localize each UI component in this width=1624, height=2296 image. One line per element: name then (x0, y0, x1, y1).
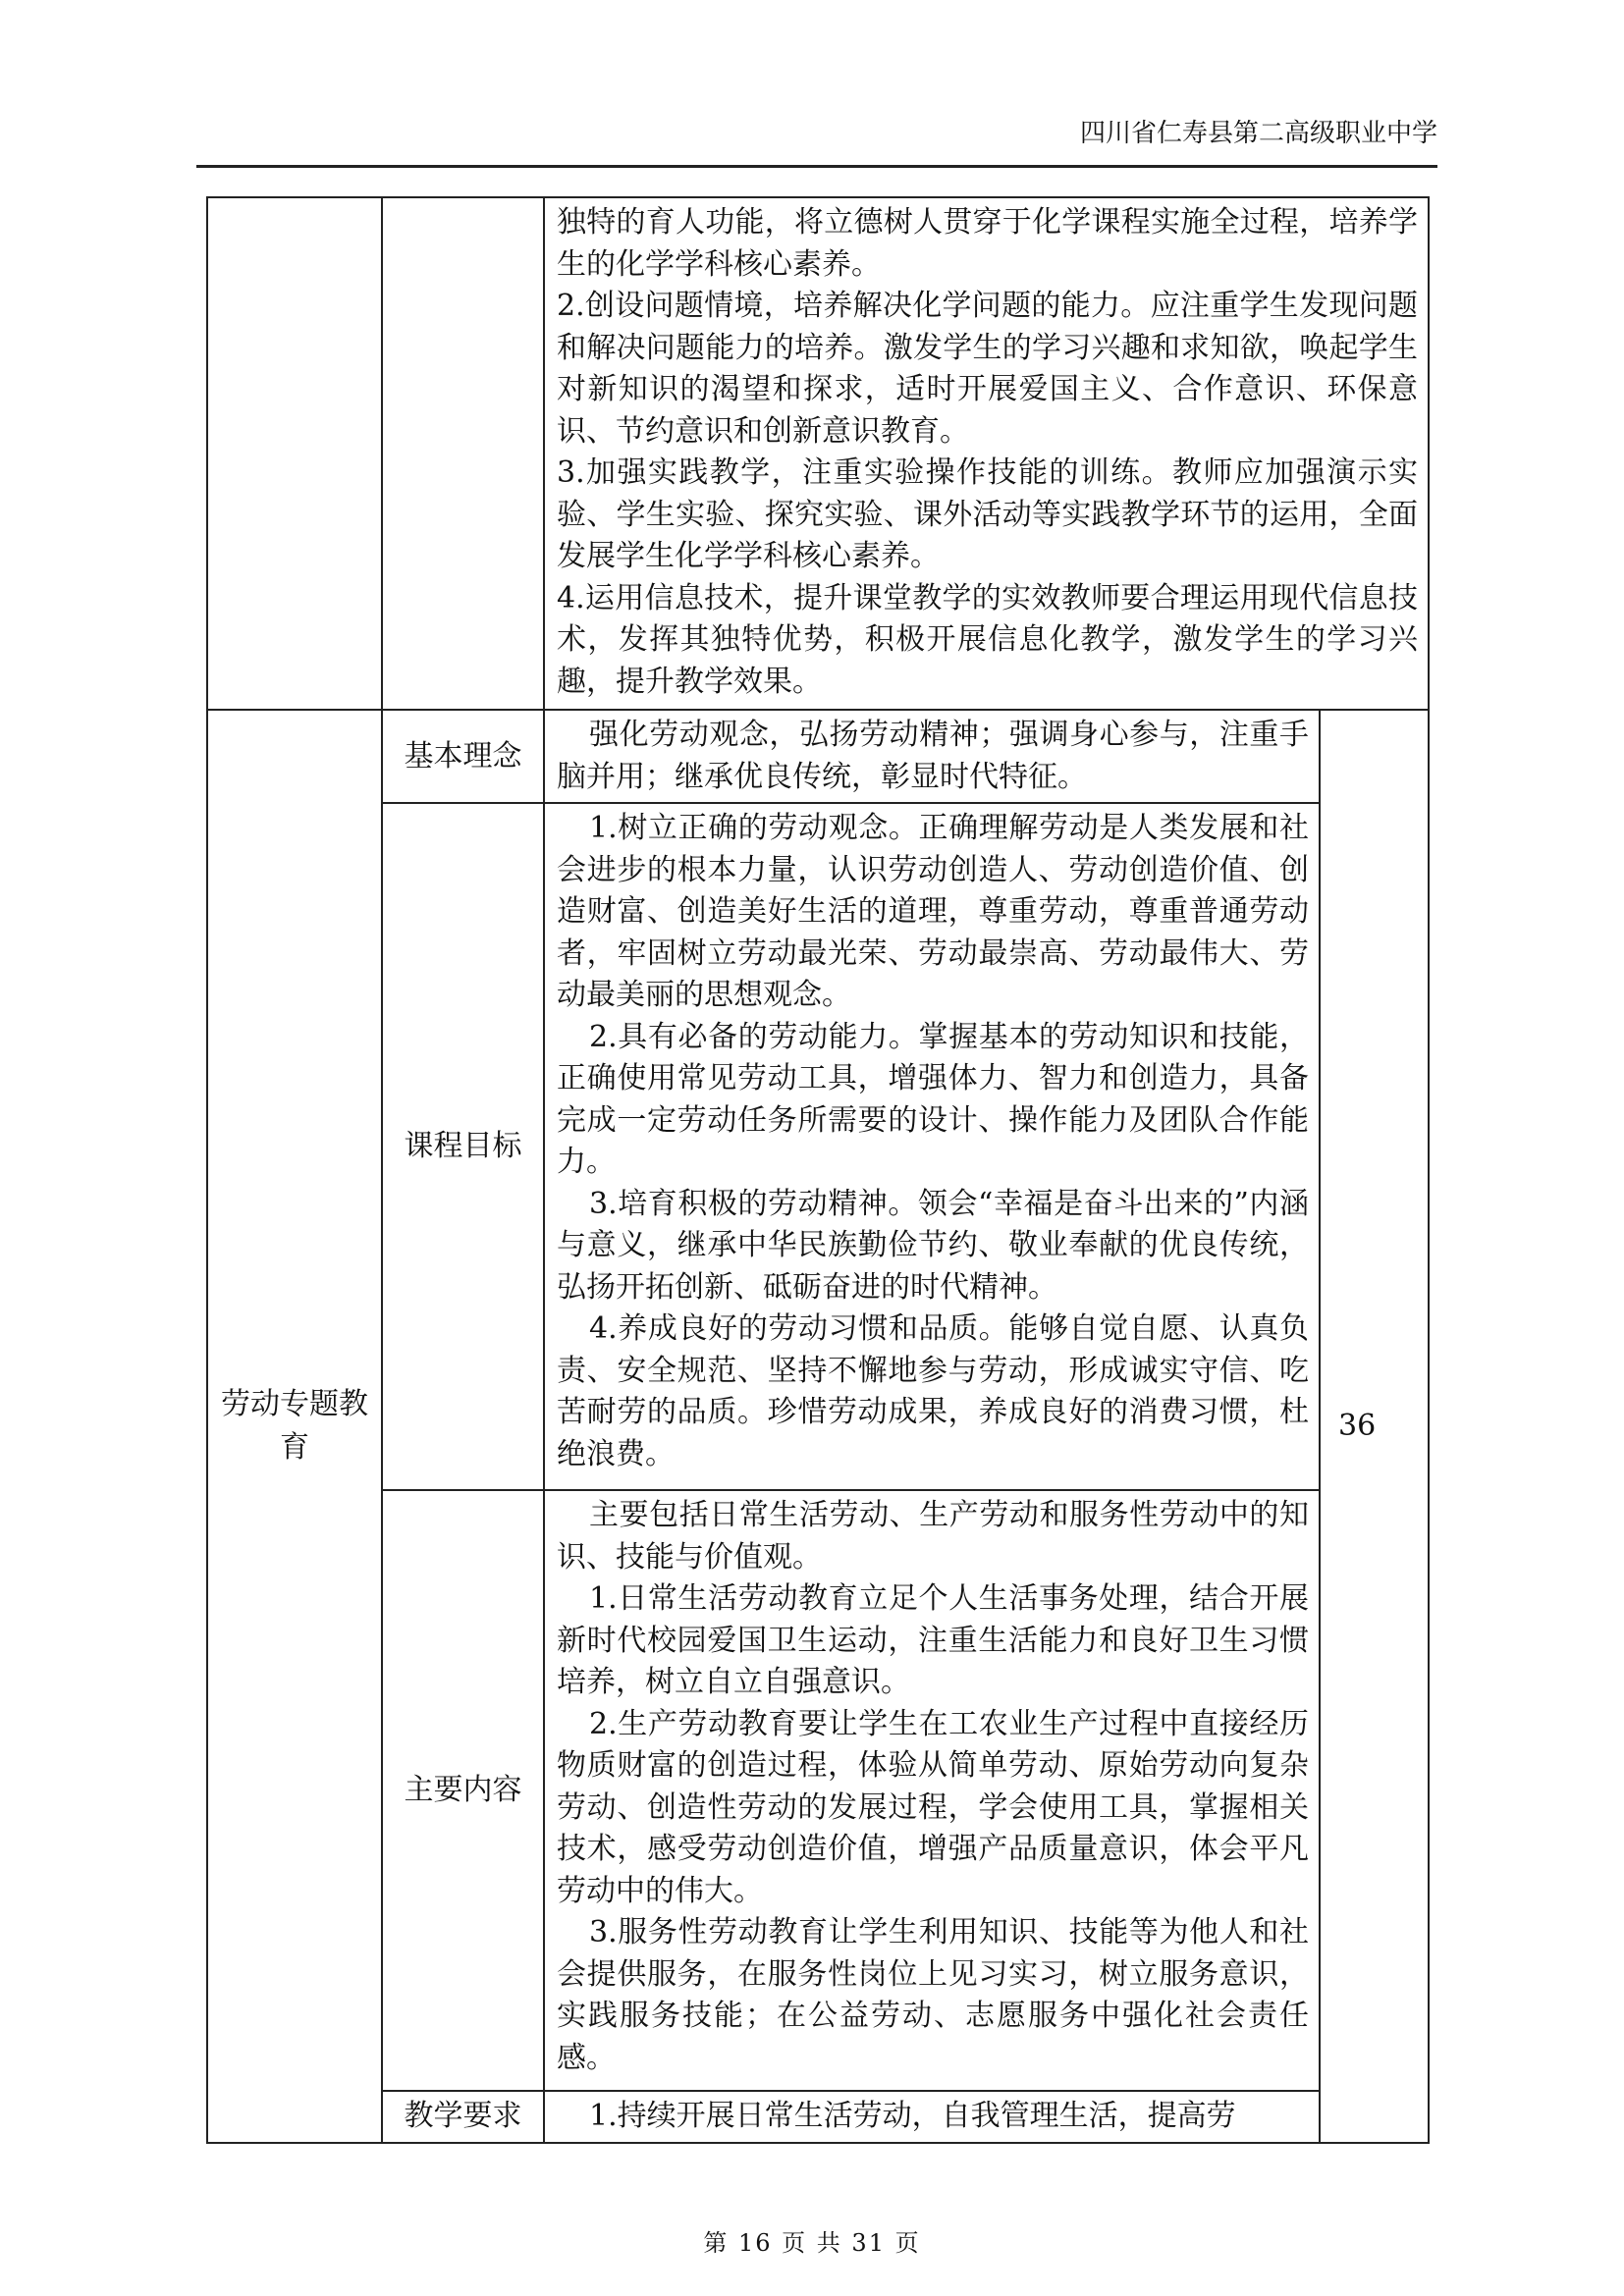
course-goals-paragraph: 2.具有必备的劳动能力。掌握基本的劳动知识和技能，正确使用常见劳动工具，增强体力、智力和创造力，具备完成一定劳动任务所需要的设计、操作能力及团队合作能力。 (557, 1019, 1309, 1179)
course-goals-paragraph: 4.养成良好的劳动习惯和品质。能够自觉自愿、认真负责、安全规范、坚持不懈地参与劳动，形成诚实守信、吃苦耐劳的品质。珍惜劳动成果，养成良好的消费习惯，杜绝浪费。 (557, 1311, 1309, 1471)
continuation-paragraph: 2.创设问题情境，培养解决化学问题的能力。应注重学生发现问题和解决问题能力的培养。激发学生的学习兴趣和求知欲，唤起学生对新知识的渴望和探求，适时开展爱国主义、合作意识、环保意识、节约意识和创新意识教育。 (557, 289, 1418, 449)
main-content-text-cell (544, 1490, 1320, 2091)
header-divider (196, 165, 1437, 168)
main-content-paragraph: 主要包括日常生活劳动、生产劳动和服务性劳动中的知识、技能与价值观。 (557, 1498, 1309, 1575)
page-number: 第 16 页 共 31 页 (703, 2229, 921, 2257)
course-goals-text-cell (544, 803, 1320, 1490)
continuation-paragraph: 3.加强实践教学，注重实验操作技能的训练。教师应加强演示实验、学生实验、探究实验、课外活动等实践教学环节的运用，全面发展学生化学学科核心素养。 (557, 455, 1418, 573)
table-row-continuation (207, 197, 1429, 710)
basic-concept-paragraph: 强化劳动观念，弘扬劳动精神；强调身心参与，注重手脑并用；继承优良传统，彰显时代特征。 (557, 718, 1309, 794)
course-name: 劳动专题教育 (221, 1386, 368, 1465)
table-row-teaching-requirements (207, 2091, 1429, 2143)
table-row-basic-concept (207, 710, 1429, 803)
course-goals-paragraph: 1.树立正确的劳动观念。正确理解劳动是人类发展和社会进步的根本力量，认识劳动创造人、劳动创造价值、创造财富、创造美好生活的道理，尊重劳动，尊重普通劳动者，牢固树立劳动最光荣、劳动最崇高、劳动最伟大、劳动最美丽的思想观念。 (557, 811, 1309, 1012)
course-hours: 36 (1338, 1409, 1377, 1444)
teaching-requirements-paragraph: 1.持续开展日常生活劳动，自我管理生活，提高劳 (589, 2099, 1236, 2133)
row-label-teaching-requirements: 教学要求 (382, 2091, 544, 2143)
course-name-cell (207, 710, 382, 2143)
table-row-course-goals (207, 803, 1429, 1490)
basic-concept-text-cell (544, 710, 1320, 803)
curriculum-table (206, 196, 1430, 2144)
teaching-requirements-text-cell (544, 2091, 1320, 2143)
continuation-paragraph: 独特的育人功能，将立德树人贯穿于化学课程实施全过程，培养学生的化学学科核心素养。 (557, 205, 1418, 282)
hours-cell (1320, 710, 1429, 2143)
continuation-paragraph: 4.运用信息技术，提升课堂教学的实效教师要合理运用现代信息技术，发挥其独特优势，积极开展信息化教学，激发学生的学习兴趣，提升教学效果。 (557, 580, 1418, 699)
table-row-main-content (207, 1490, 1429, 2091)
header-school-name: 四川省仁寿县第二高级职业中学 (1079, 119, 1437, 148)
main-content-paragraph: 3.服务性劳动教育让学生利用知识、技能等为他人和社会提供服务，在服务性岗位上见习实习，树立服务意识，实践服务技能；在公益劳动、志愿服务中强化社会责任感。 (557, 1915, 1309, 2075)
row-label-course-goals: 课程目标 (382, 803, 544, 1490)
course-goals-paragraph: 3.培育积极的劳动精神。领会“幸福是奋斗出来的”内涵与意义，继承中华民族勤俭节约、敬业奉献的优良传统，弘扬开拓创新、砥砺奋进的时代精神。 (557, 1186, 1309, 1305)
row-label-main-content: 主要内容 (382, 1490, 544, 2091)
row-label-basic-concept: 基本理念 (382, 710, 544, 803)
main-content-paragraph: 2.生产劳动教育要让学生在工农业生产过程中直接经历物质财富的创造过程，体验从简单劳动、原始劳动向复杂劳动、创造性劳动的发展过程，学会使用工具，掌握相关技术，感受劳动创造价值，增强产品质量意识，体会平凡劳动中的伟大。 (557, 1706, 1309, 1908)
cell-empty-label (382, 197, 544, 710)
main-content-paragraph: 1.日常生活劳动教育立足个人生活事务处理，结合开展新时代校园爱国卫生运动，注重生活能力和良好卫生习惯培养，树立自立自强意识。 (557, 1581, 1309, 1699)
cell-continuation-text (544, 197, 1429, 710)
cell-empty-course (207, 197, 382, 710)
